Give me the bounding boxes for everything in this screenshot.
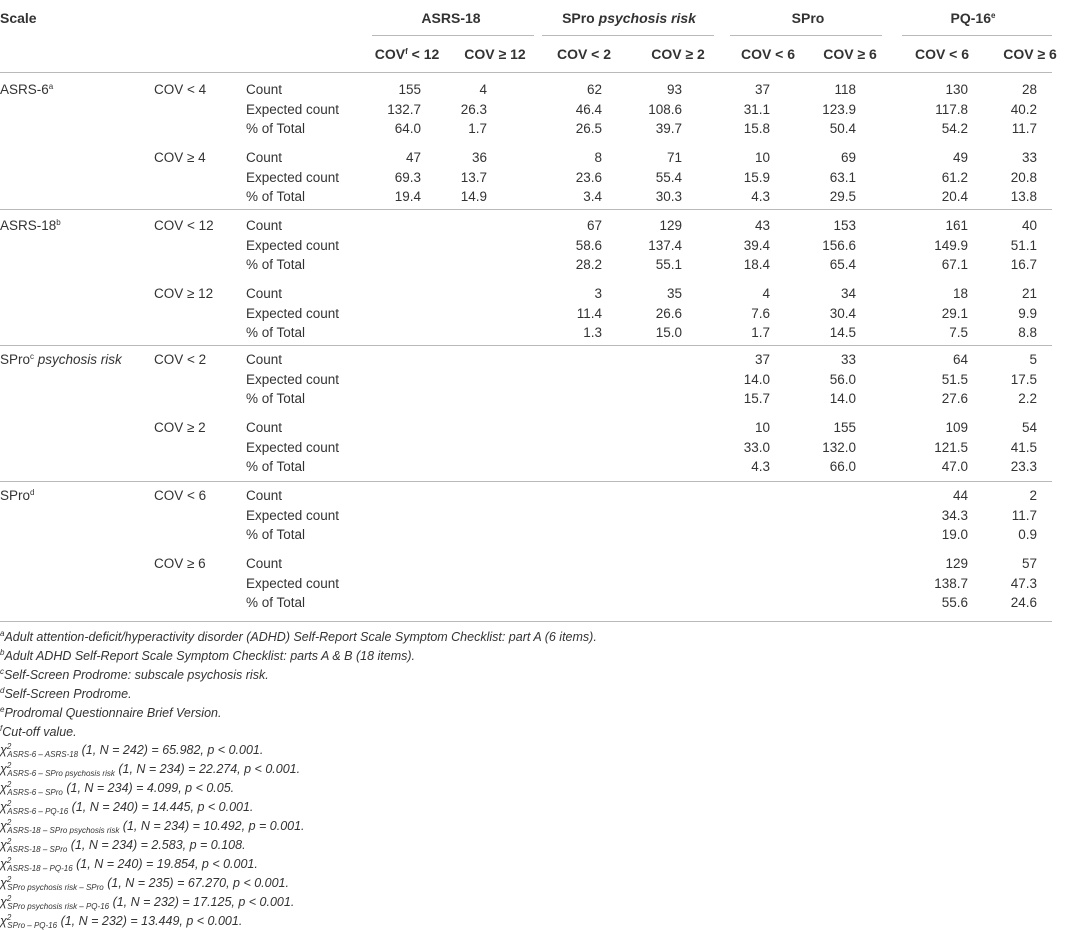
table-cell: 2 xyxy=(1029,488,1037,503)
table-cell: 4 xyxy=(479,82,487,97)
table-cell: 37 xyxy=(754,82,770,97)
table-cell: 8.8 xyxy=(1018,325,1037,341)
chi-square-test: $\chi^2_{ASRS-18 - SPro psychosis risk}$ (1, N = 234) = 10.492, p = 0.001. xyxy=(0,818,305,835)
table-cell: 31.1 xyxy=(743,101,770,117)
table-cell: 39.4 xyxy=(743,237,770,253)
table-cell: 47.3 xyxy=(1010,575,1037,591)
table-cell: 55.1 xyxy=(655,257,682,273)
table-cell: 1.3 xyxy=(583,325,602,341)
table-cell: 29.1 xyxy=(941,305,968,321)
section-scale-label: SPro$^c$ psychosis risk xyxy=(0,352,122,367)
table-cell: 20.4 xyxy=(941,189,968,205)
table-cell: 63.1 xyxy=(829,169,856,185)
table-cell: 7.5 xyxy=(949,325,968,341)
table-cell: 11.7 xyxy=(1011,121,1037,137)
section-scale-label: SPro$^d$ xyxy=(0,488,35,503)
table-cell: 23.3 xyxy=(1010,459,1037,475)
table-cell: 65.4 xyxy=(829,257,856,273)
table-cell: 11.7 xyxy=(1011,507,1037,523)
table-cell: 153 xyxy=(833,218,856,233)
section-rule xyxy=(0,345,1052,346)
row-label: Expected count xyxy=(246,169,340,185)
table-cell: 61.2 xyxy=(941,169,968,185)
table-cell: 71 xyxy=(666,150,682,165)
table-cell: 14.0 xyxy=(829,391,856,407)
table-cell: 7.6 xyxy=(751,305,770,321)
table-cell: 36 xyxy=(471,150,487,165)
row-label: Count xyxy=(246,82,283,97)
table-cell: 155 xyxy=(833,420,856,435)
table-cell: 16.7 xyxy=(1010,257,1037,273)
table-cell: 93 xyxy=(666,82,682,97)
table-cell: 4.3 xyxy=(751,459,770,475)
section-scale-label: ASRS-6$^a$ xyxy=(0,82,54,97)
table-cell: 2.2 xyxy=(1018,391,1037,407)
table-cell: 1.7 xyxy=(751,325,770,341)
table-cell: 33.0 xyxy=(743,439,770,455)
table-cell: 67.1 xyxy=(941,257,968,273)
header-underline xyxy=(730,35,882,36)
table-cell: 40.2 xyxy=(1010,101,1037,117)
table-cell: 19.0 xyxy=(941,527,968,543)
footnote: $^b$Adult ADHD Self-Report Scale Symptom Checklist: parts A & B (18 items). xyxy=(0,647,415,663)
table-cell: 37 xyxy=(754,352,770,367)
row-label: Expected count xyxy=(246,305,340,321)
section-rule xyxy=(0,621,1052,622)
cutoff-header: COV < 2 xyxy=(556,46,612,62)
table-cell: 56.0 xyxy=(829,371,856,387)
table-cell: 26.5 xyxy=(575,121,602,137)
row-label: Count xyxy=(246,150,283,165)
table-cell: 0.9 xyxy=(1018,527,1037,543)
cov-label: COV < 4 xyxy=(154,82,207,97)
table-cell: 109 xyxy=(945,420,968,435)
chi-square-test: $\chi^2_{ASRS-18 - SPro}$ (1, N = 234) = 2.583, p = 0.108. xyxy=(0,836,246,854)
chi-square-test: $\chi^2_{SPro - PQ-16}$ (1, N = 232) = 13.449, p < 0.001. xyxy=(0,912,243,930)
section-scale-label: ASRS-18$^b$ xyxy=(0,218,61,233)
table-cell: 15.0 xyxy=(655,325,682,341)
table-cell: 33 xyxy=(1021,150,1037,165)
table-cell: 69.3 xyxy=(394,169,421,185)
footnote: $^d$Self-Screen Prodrome. xyxy=(0,685,132,701)
table-cell: 28.2 xyxy=(575,257,602,273)
cutoff-header: COV < 6 xyxy=(914,46,970,62)
cov-label: COV < 12 xyxy=(154,218,214,233)
row-label: Count xyxy=(246,286,283,301)
table-cell: 13.8 xyxy=(1010,189,1037,205)
row-label: % of Total xyxy=(246,595,306,611)
footnote: $^c$Self-Screen Prodrome: subscale psychosis risk. xyxy=(0,666,269,682)
table-cell: 4.3 xyxy=(751,189,770,205)
cov-label: COV < 6 xyxy=(154,488,207,503)
row-label: Count xyxy=(246,556,283,571)
table-cell: 24.6 xyxy=(1010,595,1037,611)
row-label: Expected count xyxy=(246,237,340,253)
cutoff-header: COV ≥ 2 xyxy=(651,46,705,62)
table-cell: 55.4 xyxy=(655,169,682,185)
table-cell: 137.4 xyxy=(648,237,682,253)
table-cell: 19.4 xyxy=(394,189,421,205)
chi-square-test: $\chi^2_{SPro psychosis risk - PQ-16}$ (1, N = 232) = 17.125, p < 0.001. xyxy=(0,893,295,911)
table-cell: 33 xyxy=(840,352,856,367)
table-cell: 15.7 xyxy=(743,391,770,407)
table-cell: 30.4 xyxy=(829,305,856,321)
table-cell: 64.0 xyxy=(394,121,421,137)
cov-label: COV ≥ 6 xyxy=(154,556,206,571)
header-group-asrs18: ASRS-18 xyxy=(421,10,481,26)
table-cell: 35 xyxy=(666,286,682,301)
table-cell: 3 xyxy=(594,286,602,301)
table-cell: 132.0 xyxy=(822,439,856,455)
table-cell: 50.4 xyxy=(829,121,856,137)
table-cell: 132.7 xyxy=(387,101,421,117)
table-cell: 41.5 xyxy=(1010,439,1037,455)
row-label: Count xyxy=(246,218,283,233)
table-cell: 117.8 xyxy=(935,101,968,117)
table-cell: 54.2 xyxy=(941,121,968,137)
table-cell: 149.9 xyxy=(934,237,968,253)
table-cell: 8 xyxy=(594,150,602,165)
table-cell: 34.3 xyxy=(941,507,968,523)
section-rule xyxy=(0,481,1052,482)
table-cell: 9.9 xyxy=(1018,305,1037,321)
row-label: % of Total xyxy=(246,189,306,205)
table-cell: 47.0 xyxy=(941,459,968,475)
table-cell: 23.6 xyxy=(575,169,602,185)
cutoff-header: COV ≥ 12 xyxy=(464,46,526,62)
table-cell: 69 xyxy=(840,150,856,165)
table-cell: 138.7 xyxy=(934,575,968,591)
cov-label: COV < 2 xyxy=(154,352,207,367)
table-cell: 156.6 xyxy=(822,237,856,253)
header-scale: Scale xyxy=(0,10,37,26)
cov-label: COV ≥ 4 xyxy=(154,150,206,165)
chi-square-test: $\chi^2_{ASRS-6 - PQ-16}$ (1, N = 240) = 14.445, p < 0.001. xyxy=(0,799,254,817)
table-cell: 123.9 xyxy=(822,101,856,117)
table-cell: 1.7 xyxy=(468,121,487,137)
table-cell: 51.1 xyxy=(1010,237,1037,253)
row-label: Expected count xyxy=(246,371,340,387)
table-cell: 14.5 xyxy=(829,325,856,341)
row-label: Count xyxy=(246,488,283,503)
table-cell: 5 xyxy=(1029,352,1037,367)
table-cell: 26.6 xyxy=(655,305,682,321)
chi-square-test: $\chi^2_{ASRS-6 - SPro psychosis risk}$ (1, N = 234) = 22.274, p < 0.001. xyxy=(0,761,301,779)
table-cell: 40 xyxy=(1021,218,1037,233)
table-cell: 44 xyxy=(952,488,968,503)
row-label: % of Total xyxy=(246,325,306,341)
chi-square-test: $\chi^2_{ASRS-6 - ASRS-18}$ (1, N = 242) = 65.982, p < 0.001. xyxy=(0,742,264,760)
header-underline xyxy=(372,35,534,36)
header-rule xyxy=(0,72,1052,73)
section-rule xyxy=(0,209,1052,210)
row-label: Expected count xyxy=(246,575,340,591)
table-cell: 51.5 xyxy=(941,371,968,387)
table-cell: 129 xyxy=(659,218,682,233)
cov-label: COV ≥ 12 xyxy=(154,286,214,301)
table-cell: 67 xyxy=(586,218,602,233)
table-cell: 46.4 xyxy=(575,101,602,117)
table-cell: 18 xyxy=(952,286,968,301)
row-label: % of Total xyxy=(246,459,306,475)
table-cell: 13.7 xyxy=(460,169,487,185)
row-label: Count xyxy=(246,352,283,367)
row-label: Count xyxy=(246,420,283,435)
table-cell: 18.4 xyxy=(743,257,770,273)
table-cell: 29.5 xyxy=(829,189,856,205)
row-label: % of Total xyxy=(246,527,306,543)
table-cell: 161 xyxy=(945,218,968,233)
row-label: % of Total xyxy=(246,391,306,407)
table-cell: 4 xyxy=(762,286,770,301)
cutoff-header: COV ≥ 6 xyxy=(823,46,877,62)
table-cell: 11.4 xyxy=(576,305,602,321)
cutoff-header: COV ≥ 6 xyxy=(1003,46,1057,62)
header-underline xyxy=(902,35,1052,36)
table-cell: 34 xyxy=(840,286,856,301)
table-cell: 64 xyxy=(952,352,968,367)
table-cell: 108.6 xyxy=(648,101,682,117)
row-label: Expected count xyxy=(246,507,340,523)
table-cell: 28 xyxy=(1021,82,1037,97)
table-cell: 3.4 xyxy=(583,189,602,205)
table-cell: 54 xyxy=(1021,420,1037,435)
footnote: $^e$Prodromal Questionnaire Brief Version. xyxy=(0,704,222,720)
row-label: % of Total xyxy=(246,257,306,273)
cov-label: COV ≥ 2 xyxy=(154,420,206,435)
row-label: Expected count xyxy=(246,101,340,117)
table-cell: 10 xyxy=(754,150,770,165)
table-cell: 14.9 xyxy=(460,189,487,205)
table-cell: 39.7 xyxy=(655,121,682,137)
header-group-spro-risk: SPro psychosis risk xyxy=(562,10,696,26)
cutoff-header: $COV^f < 12$ xyxy=(374,46,440,62)
table-cell: 49 xyxy=(952,150,968,165)
table-cell: 15.8 xyxy=(743,121,770,137)
table-cell: 21 xyxy=(1021,286,1037,301)
table-cell: 10 xyxy=(754,420,770,435)
table-cell: 30.3 xyxy=(655,189,682,205)
table-cell: 130 xyxy=(945,82,968,97)
header-group-pq16: PQ-16e xyxy=(950,10,996,26)
header-underline xyxy=(542,35,714,36)
table-cell: 17.5 xyxy=(1010,371,1037,387)
header-group-spro: SPro xyxy=(791,10,825,26)
table-cell: 14.0 xyxy=(743,371,770,387)
table-cell: 20.8 xyxy=(1010,169,1037,185)
footnote: $^f$Cut-off value. xyxy=(0,723,77,739)
table-cell: 57 xyxy=(1021,556,1037,571)
table-cell: 43 xyxy=(754,218,770,233)
table-cell: 15.9 xyxy=(743,169,770,185)
table-cell: 55.6 xyxy=(941,595,968,611)
table-cell: 129 xyxy=(945,556,968,571)
chi-square-test: $\chi^2_{ASRS-18 - PQ-16}$ (1, N = 240) = 19.854, p < 0.001. xyxy=(0,855,258,873)
row-label: % of Total xyxy=(246,121,306,137)
table-cell: 66.0 xyxy=(829,459,856,475)
table-cell: 62 xyxy=(586,82,602,97)
table-cell: 27.6 xyxy=(941,391,968,407)
cutoff-header: COV < 6 xyxy=(740,46,796,62)
table-cell: 58.6 xyxy=(575,237,602,253)
table-cell: 155 xyxy=(398,82,421,97)
row-label: Expected count xyxy=(246,439,340,455)
table-cell: 118 xyxy=(834,82,856,97)
table-cell: 26.3 xyxy=(460,101,487,117)
table-cell: 47 xyxy=(405,150,421,165)
footnote: $^a$Adult attention-deficit/hyperactivity disorder (ADHD) Self-Report Scale Symptom Checklist: part A (6 items). xyxy=(0,629,597,644)
chi-square-test: $\chi^2_{SPro psychosis risk - SPro}$ (1, N = 235) = 67.270, p < 0.001. xyxy=(0,874,289,892)
table-cell: 121.5 xyxy=(934,439,968,455)
chi-square-test: $\chi^2_{ASRS-6 - SPro}$ (1, N = 234) = 4.099, p < 0.05. xyxy=(0,780,235,798)
